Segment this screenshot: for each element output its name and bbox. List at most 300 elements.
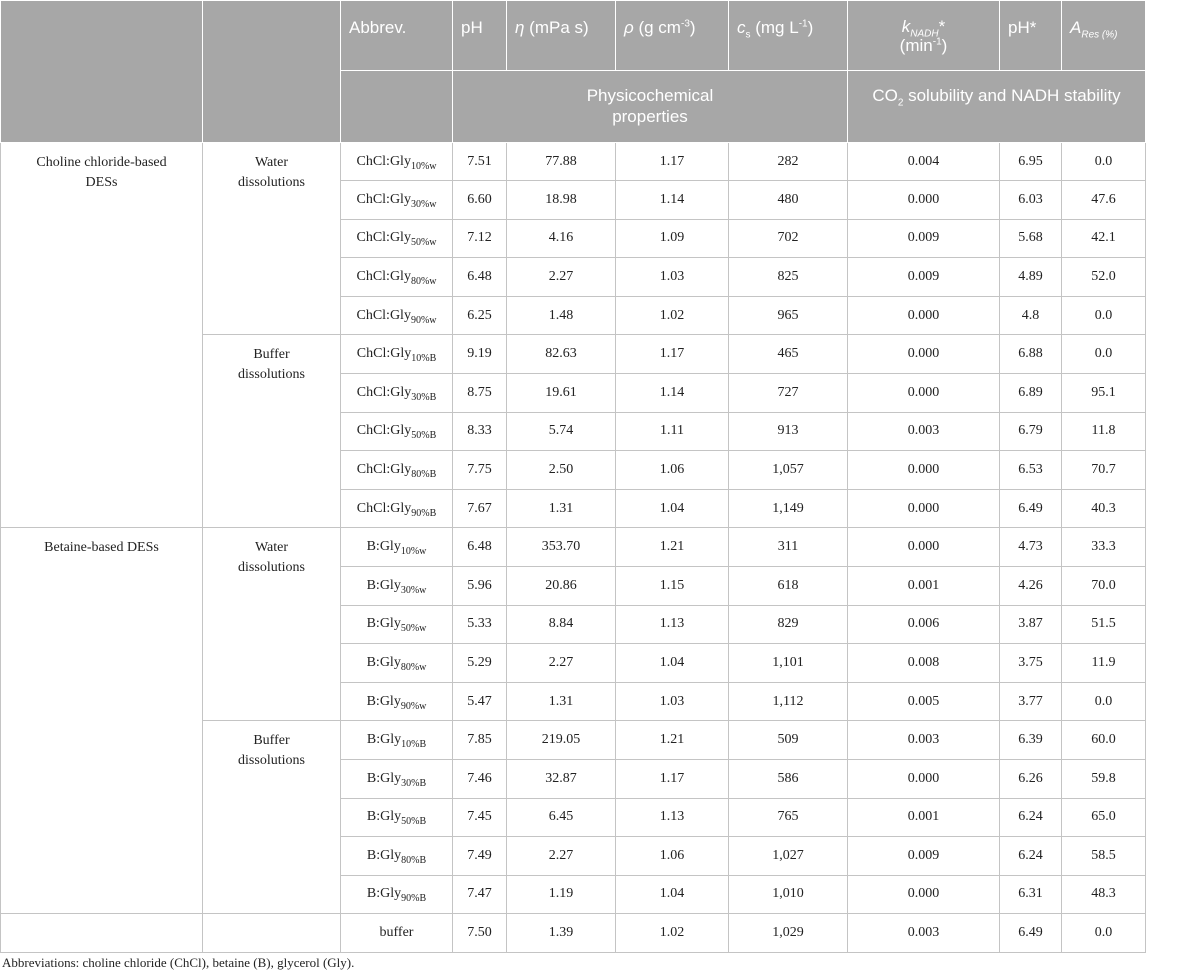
ph-star-cell [1000,566,1062,605]
cell-text: 0.001 [907,577,940,593]
density-cell [616,412,729,451]
ph-cell [453,335,507,374]
ares-cell [1062,335,1146,374]
cell-text: 7.51 [467,153,492,169]
cell-text: 10%B [411,352,437,364]
cell-text: 1,029 [772,925,804,941]
cell-text: ChCl:Gly [356,230,411,246]
cell-text: ChCl:Gly [356,346,412,362]
cell-text: 0.006 [907,616,940,632]
viscosity-cell [507,335,616,374]
density-cell [616,759,729,798]
k-nadh-cell [848,451,1000,490]
density-cell [616,605,729,644]
cell-text: 6.24 [1018,847,1043,863]
density-cell [616,682,729,721]
cell-text: 0.000 [907,461,940,477]
cell-text: 95.1 [1091,384,1116,400]
cell-text: Buffer dissolutions [238,347,305,383]
cell-text: 1.31 [548,500,574,516]
density-cell [616,451,729,490]
density-cell [616,837,729,876]
cell-text: B:Gly [366,809,402,825]
co2-solubility-cell [729,682,848,721]
header-blank-2 [203,1,341,143]
cell-text: 6.26 [1018,770,1043,786]
cell-text: 8.84 [548,616,574,632]
viscosity-cell [507,181,616,220]
cell-text: 765 [777,809,799,825]
co2-solubility-cell [729,143,848,181]
cell-text: 5.74 [548,423,574,439]
k-nadh-cell [848,412,1000,451]
ph-cell [453,489,507,528]
cell-text: 77.88 [545,153,577,169]
cell-text: Buffer dissolutions [238,733,305,769]
cell-text: 0.000 [907,886,940,902]
cell-text: 1.17 [659,153,685,169]
k-nadh-cell [848,143,1000,181]
cell-text: 1.13 [659,616,685,632]
ph-cell [453,219,507,258]
cell-text: 480 [777,191,799,207]
cell-text: 0.0 [1094,307,1113,323]
cell-text: 11.8 [1091,423,1116,439]
cell-text: 0.000 [907,191,940,207]
cell-text: 7.49 [467,847,492,863]
cell-text: 50%w [400,623,427,635]
cell-text: 1,149 [772,500,804,516]
ph-cell [453,412,507,451]
cell-text: 90%w [400,700,427,712]
ares-cell [1062,914,1146,953]
density-cell [616,489,729,528]
density-cell [616,219,729,258]
group-physicochemical: Physicochemical properties [453,71,848,143]
ph-cell [453,143,507,181]
cell-text: B:Gly [366,886,402,902]
cell-text: 6.31 [1018,886,1043,902]
ph-star-cell [1000,489,1062,528]
abbrev-cell [341,837,453,876]
cell-text: 0.000 [907,307,940,323]
density-cell [616,914,729,953]
cell-text: 1.14 [659,384,685,400]
ph-star-cell [1000,605,1062,644]
co2-solubility-cell [729,798,848,837]
subsection-label [203,335,341,528]
cell-text: 829 [777,616,799,632]
cell-text: 10%w [410,160,437,172]
cell-text: 52.0 [1091,268,1116,284]
cell-text: B:Gly [366,732,402,748]
ares-cell [1062,296,1146,335]
cell-text: 18.98 [545,191,577,207]
cell-text: 30%B [401,777,427,789]
density-cell [616,335,729,374]
cell-text: 42.1 [1091,230,1116,246]
cell-text: ChCl:Gly [356,384,412,400]
k-nadh-cell [848,335,1000,374]
cell-text: 8.33 [467,423,492,439]
abbrev-cell [341,566,453,605]
cell-text: 1,101 [772,654,804,670]
co2-solubility-cell [729,335,848,374]
cell-text: 1.11 [660,423,684,439]
ph-star-cell [1000,219,1062,258]
ph-cell [453,759,507,798]
co2-solubility-cell [729,181,848,220]
cell-text: 1.09 [659,230,685,246]
cell-text: 5.33 [467,616,492,632]
section-label [1,528,203,914]
cell-text: 1,027 [772,847,804,863]
cell-text: 2.27 [548,654,574,670]
ares-cell [1062,875,1146,914]
cell-text: 4.16 [548,230,574,246]
header-abbrev-blank [341,71,453,143]
ph-cell [453,644,507,683]
ph-cell [453,721,507,760]
viscosity-cell [507,914,616,953]
cell-text: 5.29 [467,654,492,670]
cell-text: 3.77 [1018,693,1043,709]
cell-text: 3.75 [1018,654,1043,670]
cell-text: 0.0 [1094,153,1113,169]
cell-text: 1.17 [659,346,685,362]
ph-cell [453,296,507,335]
cell-text: 1.06 [659,847,685,863]
cell-text: B:Gly [366,693,401,709]
cell-text: ChCl:Gly [356,268,411,284]
cell-text: 4.89 [1018,268,1043,284]
density-cell [616,528,729,567]
cell-text: 59.8 [1091,770,1116,786]
table-body [1,143,1146,953]
cell-text: 1,010 [772,886,804,902]
k-nadh-cell [848,798,1000,837]
table-row [1,143,1146,181]
ph-star-cell [1000,644,1062,683]
viscosity-cell [507,875,616,914]
ares-cell [1062,759,1146,798]
cell-text: ChCl:Gly [356,191,411,207]
cell-text: 0.005 [907,693,940,709]
co2-solubility-cell [729,566,848,605]
cell-text: 19.61 [545,384,577,400]
empty-cell [1,914,203,953]
cell-text: 1.03 [659,268,685,284]
cell-text: 0.008 [907,654,940,670]
cell-text: 30%w [400,584,427,596]
cell-text: 0.003 [907,925,940,941]
cell-text: 5.96 [467,577,492,593]
ares-cell [1062,143,1146,181]
abbrev-cell [341,528,453,567]
ph-star-cell [1000,258,1062,297]
cell-text: 1.21 [659,539,685,555]
cell-text: 51.5 [1091,616,1116,632]
ph-cell [453,373,507,412]
viscosity-cell [507,798,616,837]
cell-text: 6.79 [1018,423,1043,439]
abbrev-cell [341,721,453,760]
density-cell [616,798,729,837]
co2-solubility-cell [729,489,848,528]
ph-cell [453,798,507,837]
viscosity-cell [507,373,616,412]
abbrev-cell [341,181,453,220]
density-cell [616,721,729,760]
subsection-label [203,143,341,335]
co2-solubility-cell [729,837,848,876]
cell-text: 1.19 [548,886,574,902]
cell-text: 10%w [400,545,427,557]
co2-solubility-cell [729,528,848,567]
header-co2-solubility: $c_s$ (mg $L^{-1}$) [729,1,848,71]
ares-cell [1062,412,1146,451]
ares-cell [1062,489,1146,528]
cell-text: 7.50 [467,925,492,941]
cell-text: 9.19 [467,346,492,362]
cell-text: 0.0 [1094,693,1113,709]
ph-cell [453,451,507,490]
cell-text: 1.04 [659,886,685,902]
ph-star-cell [1000,181,1062,220]
cell-text: 1,057 [772,461,804,477]
abbrev-cell [341,798,453,837]
k-nadh-cell [848,258,1000,297]
ph-star-cell [1000,143,1062,181]
viscosity-cell [507,644,616,683]
cell-text: 702 [777,230,799,246]
cell-text: 8.75 [467,384,492,400]
abbrev-cell [341,258,453,297]
ph-star-cell [1000,373,1062,412]
footnote: Abbreviations: choline chloride (ChCl), betaine (B), glycerol (Gly). [2,955,355,970]
cell-text: buffer [379,925,414,941]
cell-text: 6.89 [1018,384,1043,400]
cell-text: 0.003 [907,423,940,439]
ph-cell [453,181,507,220]
k-nadh-cell [848,489,1000,528]
group-co2-nadh: $CO_2$ solubility and NADH stability [848,71,1146,143]
viscosity-cell [507,258,616,297]
cell-text: 0.009 [907,230,940,246]
viscosity-cell [507,759,616,798]
cell-text: 1.02 [659,307,685,323]
ph-cell [453,528,507,567]
k-nadh-cell [848,566,1000,605]
header-ph-star: pH* [1000,1,1062,71]
co2-solubility-cell [729,605,848,644]
ph-star-cell [1000,528,1062,567]
cell-text: 7.75 [467,461,492,477]
ph-cell [453,875,507,914]
cell-text: 2.27 [548,847,574,863]
abbrev-cell [341,296,453,335]
cell-text: ChCl:Gly [356,500,412,516]
header-k-nadh: $k_{NADH}*$ $(\min^{-1})$ [848,1,1000,71]
ares-cell [1062,258,1146,297]
cell-text: B:Gly [366,847,402,863]
cell-text: 6.24 [1018,809,1043,825]
empty-cell [203,914,341,953]
cell-text: 48.3 [1091,886,1116,902]
ares-cell [1062,219,1146,258]
cell-text: 3.87 [1018,616,1043,632]
cell-text: 7.46 [467,770,492,786]
k-nadh-cell [848,296,1000,335]
co2-solubility-cell [729,644,848,683]
cell-text: B:Gly [366,616,401,632]
cell-text: 6.45 [548,809,574,825]
cell-text: ChCl:Gly [356,461,412,477]
cell-text: 0.0 [1094,925,1113,941]
viscosity-cell [507,412,616,451]
abbrev-cell [341,682,453,721]
density-cell [616,181,729,220]
density-cell [616,566,729,605]
cell-text: Water dissolutions [238,540,305,576]
ph-star-cell [1000,837,1062,876]
cell-text: 0.009 [907,268,940,284]
cell-text: Water dissolutions [238,155,305,190]
cell-text: 90%w [410,314,437,326]
ph-star-cell [1000,914,1062,953]
cell-text: 6.48 [467,268,492,284]
k-nadh-cell [848,914,1000,953]
cell-text: 0.000 [907,384,940,400]
abbrev-cell [341,143,453,181]
cell-text: 618 [777,577,799,593]
cell-text: 0.004 [907,153,940,169]
ph-star-cell [1000,875,1062,914]
k-nadh-cell [848,644,1000,683]
cell-text: B:Gly [366,539,401,555]
cell-text: 282 [777,153,799,169]
k-nadh-cell [848,682,1000,721]
cell-text: 0.000 [907,500,940,516]
cell-text: 6.95 [1018,153,1043,169]
cell-text: 2.50 [548,461,574,477]
ph-star-cell [1000,759,1062,798]
ares-cell [1062,721,1146,760]
cell-text: 90%B [411,507,437,519]
cell-text: 10%B [401,738,427,750]
header-blank-1 [1,1,203,143]
cell-text: 20.86 [545,577,577,593]
density-cell [616,644,729,683]
co2-solubility-cell [729,914,848,953]
density-cell [616,875,729,914]
cell-text: 6.60 [467,191,492,207]
cell-text: 7.12 [467,230,492,246]
cell-text: 80%w [400,661,427,673]
cell-text: 6.03 [1018,191,1043,207]
k-nadh-cell [848,528,1000,567]
co2-solubility-cell [729,373,848,412]
section-label [1,143,203,528]
ares-cell [1062,566,1146,605]
subsection-label [203,528,341,721]
cell-text: B:Gly [366,654,401,670]
abbrev-cell [341,451,453,490]
cell-text: 586 [777,770,799,786]
cell-text: 11.9 [1091,654,1116,670]
co2-solubility-cell [729,258,848,297]
abbrev-cell [341,412,453,451]
cell-text: 1.31 [548,693,574,709]
cell-text: 30%w [410,198,437,210]
cell-text: 50%B [401,816,427,828]
cell-text: 0.003 [907,732,940,748]
ph-cell [453,837,507,876]
viscosity-cell [507,566,616,605]
ares-cell [1062,798,1146,837]
cell-text: 1.03 [659,693,685,709]
abbrev-cell [341,219,453,258]
ares-cell [1062,451,1146,490]
cell-text: 0.000 [907,346,940,362]
table-row [1,528,1146,567]
co2-solubility-cell [729,759,848,798]
cell-text: 5.47 [467,693,492,709]
cell-text: 6.25 [467,307,492,323]
k-nadh-cell [848,181,1000,220]
ph-cell [453,682,507,721]
cell-text: 311 [777,539,799,555]
header-viscosity: η (mPa s) [507,1,616,71]
cell-text: 6.48 [467,539,492,555]
ph-star-cell [1000,682,1062,721]
viscosity-cell [507,528,616,567]
density-cell [616,258,729,297]
cell-text: 82.63 [545,346,577,362]
abbrev-cell [341,373,453,412]
cell-text: 1.06 [659,461,685,477]
k-nadh-cell [848,875,1000,914]
cell-text: 7.47 [467,886,492,902]
ares-cell [1062,837,1146,876]
k-nadh-cell [848,373,1000,412]
cell-text: 219.05 [541,732,581,748]
cell-text: 33.3 [1091,539,1116,555]
cell-text: 0.0 [1094,346,1113,362]
cell-text: ChCl:Gly [356,423,412,439]
k-nadh-cell [848,837,1000,876]
properties-table: Abbrev. pH η (mPa s) ρ (g $cm^{-3}$) $c_s$ (mg $L^{-1}$) $k_{NADH}*$ $(\min^{-1})$ pH* $A_{Res (\%)}$ Physicochemical properties $CO_2$ solubility and NADH stability FDH Choline chloride-based DESs Water dissolutions ChCl:Gly$_{10\%w}$ 7.51 77.88 1.17 282 0.004 6.95 0.0 ChCl:Gly$_{30\%w}$ 6.60 18.98 1.14 480 0.000 6.03 47.6 ChCl:Gly$_{50\%w}$ 7.12 4.16 1.09 702 0.009 5.68 42.1 ChCl:Gly$_{80\%w}$ 6.48 2.27 1.03 825 0.009 4.89 52.0 ChCl:Gly$_{90\%w}$ 6.25 1.48 1.02 965 0.000 4.8 0.0 Buffer dissolutions ChCl:Gly$_{10\%B}$ 9.19 82.63 1.17 465 0.000 6.88 0.0 ChCl:Gly$_{30\%B}$ 8.75 19.61 1.14 727 0.000 6.89 95.1 ChCl:Gly$_{50\%B}$ 8.33 5.74 1.11 913 0.003 6.79 11.8 ChCl:Gly$_{80\%B}$ 7.75 2.50 1.06 1,057 0.000 6.53 70.7 ChCl:Gly$_{90\%B}$ 7.67 1.31 1.04 1,149 0.000 6.49 40.3 Betaine-based DESs Water dissolutions B:Gly$_{10\%w}$ 6.48 353.70 1.21 311 0.000 4.73 33.3 B:Gly$_{30\%w}$ 5.96 20.86 1.15 618 0.001 4.26 70.0 B:Gly$_{50\%w}$ 5.33 8.84 1.13 829 0.006 3.87 51.5 B:Gly$_{80\%w}$ 5.29 2.27 1.04 1,101 0.008 3.75 11.9 B:Gly$_{90\%w}$ 5.47 1.31 1.03 1,112 0.005 3.77 0.0 Buffer dissolutions B:Gly$_{10\%B}$ 7.85 219.05 1.21 509 0.003 6.39 60.0 B:Gly$_{30\%B}$ 7.46 32.87 1.17 586 0.000 6.26 59.8 B:Gly$_{50\%B}$ 7.45 6.45 1.13 765 0.001 6.24 65.0 B:Gly$_{80\%B}$ 7.49 2.27 1.06 1,027 0.009 6.24 58.5 B:Gly$_{90\%B}$ 7.47 1.19 1.04 1,010 0.000 6.31 48.3 buffer 7.50 1.39 1.02 1,029 0.003 6.49 0.0 [0,0,1146,953]
k-nadh-cell [848,759,1000,798]
table-row [1,914,1146,953]
ph-cell [453,605,507,644]
cell-text: 5.68 [1018,230,1043,246]
cell-text: 0.000 [907,539,940,555]
cell-text: 32.87 [545,770,577,786]
abbrev-cell [341,875,453,914]
cell-text: 50%B [411,430,437,442]
ph-cell [453,258,507,297]
abbrev-cell [341,335,453,374]
viscosity-cell [507,837,616,876]
cell-text: 825 [777,268,799,284]
ph-star-cell [1000,296,1062,335]
viscosity-cell [507,296,616,335]
co2-solubility-cell [729,412,848,451]
viscosity-cell [507,682,616,721]
cell-text: 1.21 [659,732,685,748]
cell-text: 80%B [401,854,427,866]
